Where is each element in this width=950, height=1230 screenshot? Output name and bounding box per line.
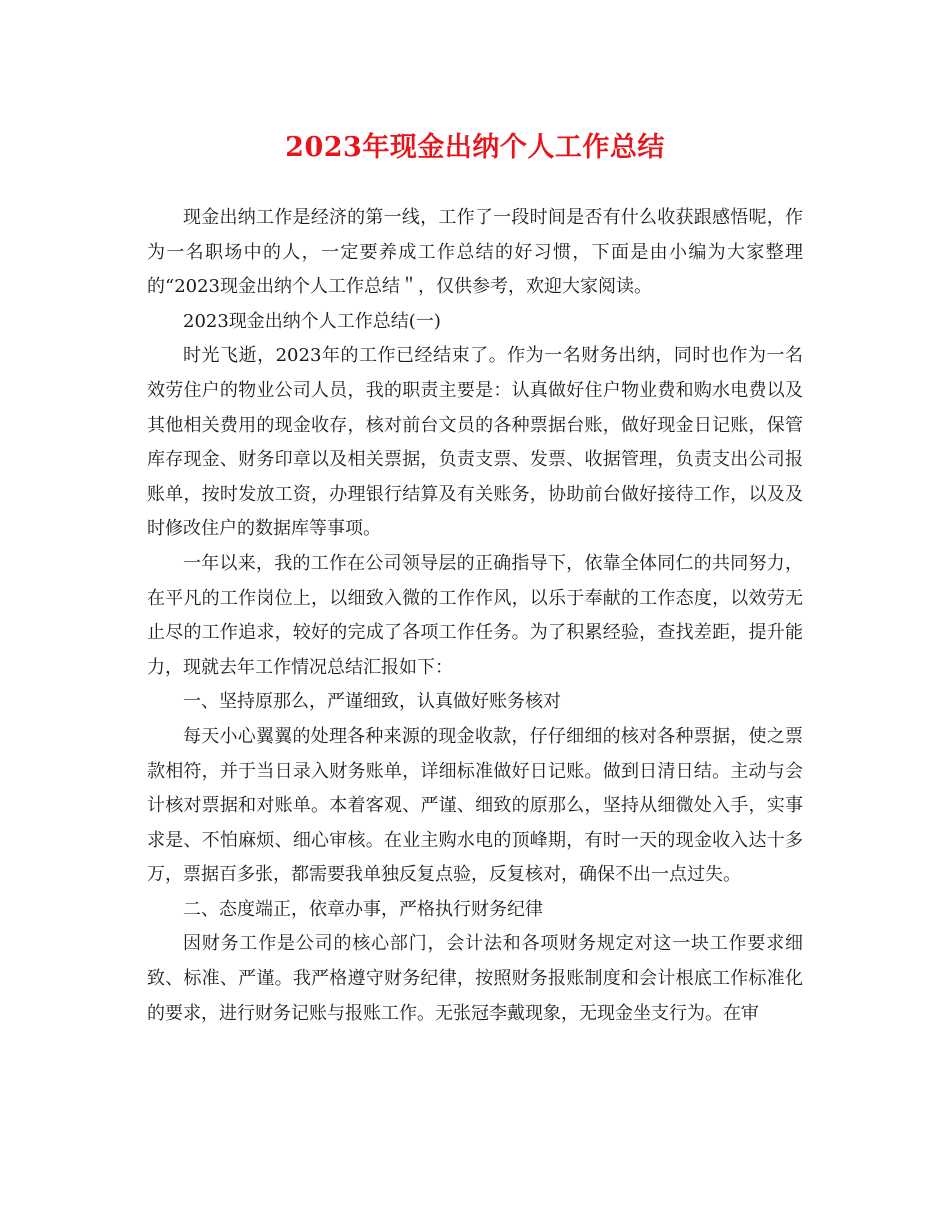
document-body <box>147 201 803 1031</box>
paragraph-intro: 现金出纳工作是经济的第一线，工作了一段时间是否有什么收获跟感悟呢，作为一名职场中的人，一定要养成工作总结的好习惯，下面是由小编为大家整理的“2023现金出纳个人工作总结＂，仅供参考，欢迎大家阅读。 <box>147 207 803 298</box>
document-title: 2023年现金出纳个人工作总结 <box>285 132 665 163</box>
paragraph-section-2: 因财务工作是公司的核心部门，会计法和各项财务规定对这一块工作要求细致、标准、严谨。我严格遵守财务纪律，按照财务报账制度和会计根底工作标准化的要求，进行财务记账与报账工作。无张冠李戴现象，无现金坐支行为。在审 <box>147 933 803 1024</box>
section-heading-1: 一、坚持原那么，严谨细致，认真做好账务核对 <box>183 691 561 713</box>
section-heading-2: 二、态度端正，依章办事，严格执行财务纪律 <box>183 898 543 920</box>
paragraph-subheading: 2023现金出纳个人工作总结(一) <box>183 310 441 332</box>
paragraph-overview: 一年以来，我的工作在公司领导层的正确指导下，依靠全体同仁的共同努力，在平凡的工作岗位上，以细致入微的工作作风，以乐于奉献的工作态度，以效劳无止尽的工作追求，较好的完成了各项工作任务。为了积累经验，查找差距，提升能力，现就去年工作情况总结汇报如下： <box>147 552 803 678</box>
paragraph-section-1: 每天小心翼翼的处理各种来源的现金收款，仔仔细细的核对各种票据，使之票款相符，并于当日录入财务账单，详细标准做好日记账。做到日清日结。主动与会计核对票据和对账单。本着客观、严谨、细致的原那么，坚持从细微处入手，实事求是、不怕麻烦、细心审核。在业主购水电的顶峰期，有时一天的现金收入达十多万，票据百多张，都需要我单独反复点验，反复核对，确保不出一点过失。 <box>147 725 803 886</box>
paragraph-duties: 时光飞逝，2023年的工作已经结束了。作为一名财务出纳，同时也作为一名效劳住户的物业公司人员，我的职责主要是：认真做好住户物业费和购水电费以及其他相关费用的现金收存，核对前台文员的各种票据台账，做好现金日记账，保管库存现金、财务印章以及相关票据，负责支票、发票、收据管理，负责支出公司报账单，按时发放工资，办理银行结算及有关账务，协助前台做好接待工作，以及及时修改住户的数据库等事项。 <box>147 345 803 540</box>
